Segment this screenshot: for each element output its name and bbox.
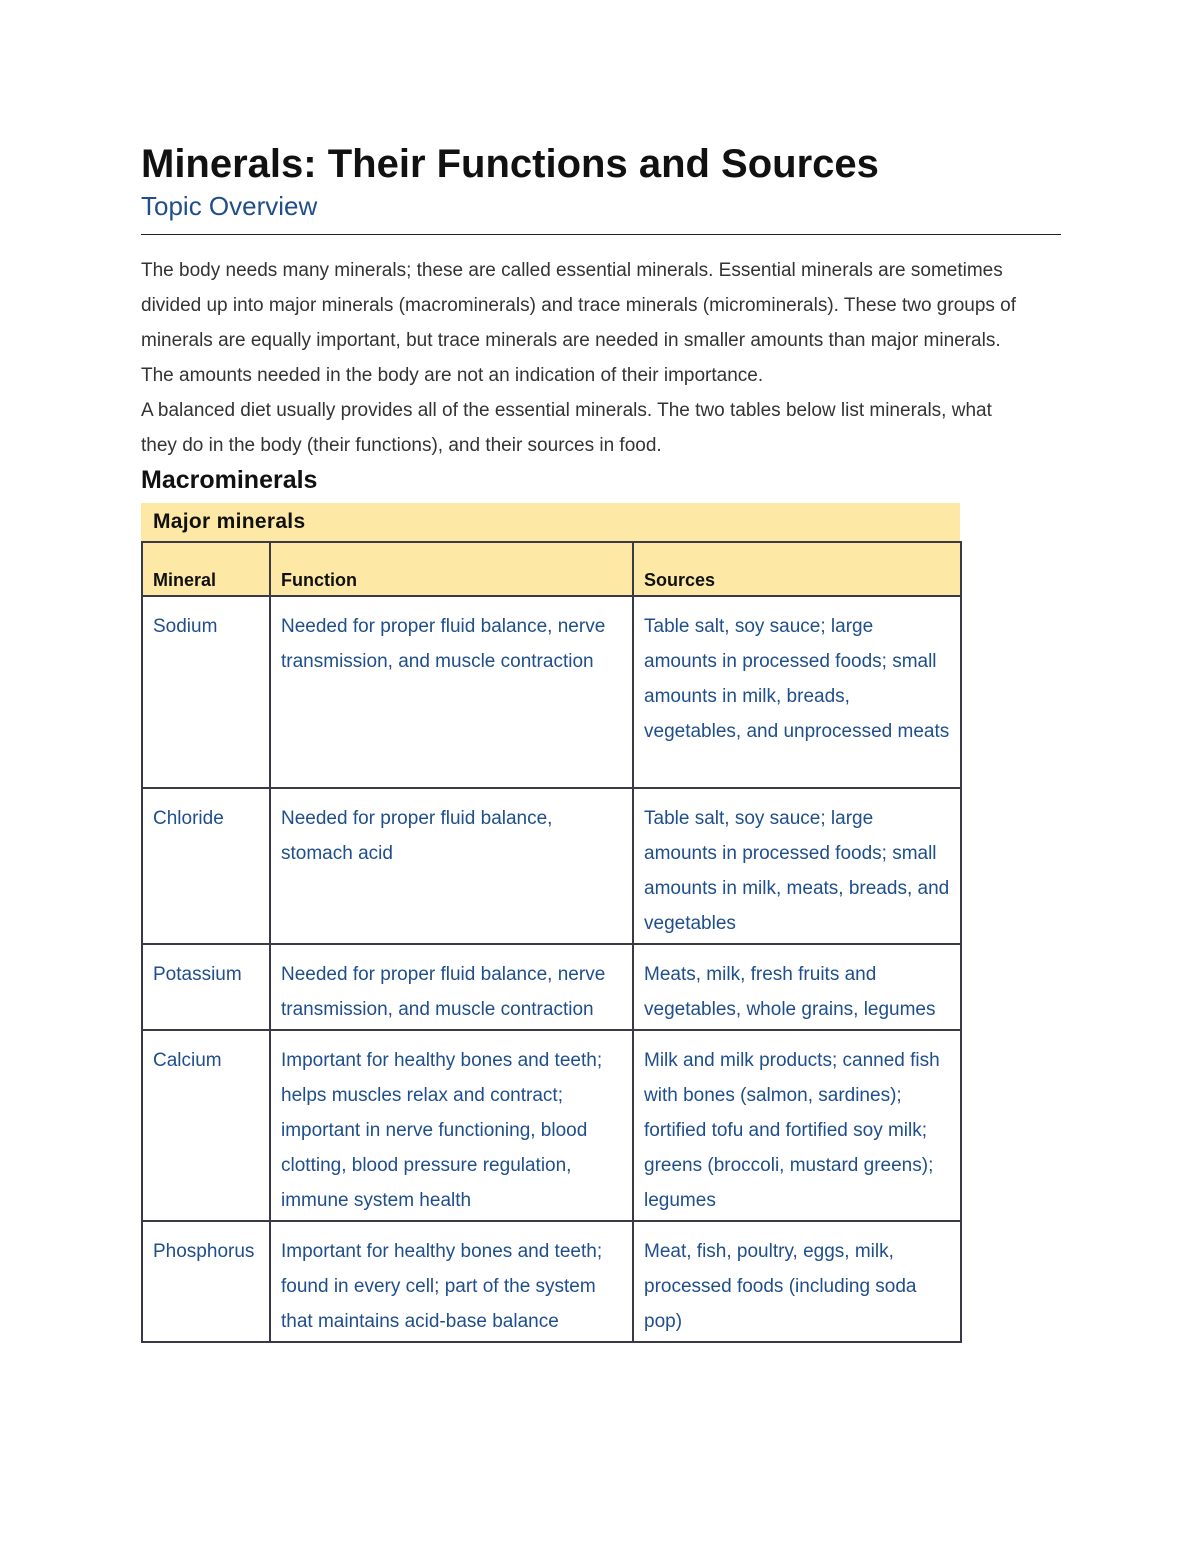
minerals-table (141, 541, 962, 1343)
intro-paragraph: The body needs many minerals; these are called essential minerals. Essential minerals are sometimes divided up into major minerals (macrominerals) and trace minerals (microminerals). These two groups of minerals are equally important, but trace minerals are needed in smaller amounts than major minerals. The amounts needed in the body are not an indication of their importance. (141, 260, 1017, 386)
sources-cell: Milk and milk products; canned fish with bones (salmon, sardines); fortified tofu and fortified soy milk; greens (broccoli, mustard greens); legumes (633, 1030, 961, 1221)
intro-text (141, 253, 1031, 463)
function-cell: Needed for proper fluid balance, nerve transmission, and muscle contraction (270, 596, 633, 788)
table-header-row (142, 542, 961, 596)
mineral-cell: Calcium (142, 1030, 270, 1221)
intro-paragraph: A balanced diet usually provides all of the essential minerals. The two tables below list minerals, what they do in the body (their functions), and their sources in food. (141, 400, 992, 456)
column-header-mineral: Mineral (142, 542, 270, 596)
function-cell: Needed for proper fluid balance, nerve transmission, and muscle contraction (270, 944, 633, 1030)
minerals-table-container (141, 503, 960, 1343)
sources-cell: Meat, fish, poultry, eggs, milk, processed foods (including soda pop) (633, 1221, 961, 1342)
table-row (142, 788, 961, 944)
mineral-cell: Potassium (142, 944, 270, 1030)
mineral-cell: Chloride (142, 788, 270, 944)
section-heading: Macrominerals (141, 466, 318, 494)
mineral-cell: Phosphorus (142, 1221, 270, 1342)
table-row (142, 1030, 961, 1221)
table-row (142, 596, 961, 788)
sources-cell: Table salt, soy sauce; large amounts in processed foods; small amounts in milk, breads, vegetables, and unprocessed meats (633, 596, 961, 788)
page-subtitle: Topic Overview (141, 191, 318, 221)
sources-cell: Meats, milk, fresh fruits and vegetables, whole grains, legumes (633, 944, 961, 1030)
page-title: Minerals: Their Functions and Sources (141, 142, 879, 186)
column-header-function: Function (270, 542, 633, 596)
function-cell: Needed for proper fluid balance, stomach acid (270, 788, 633, 944)
column-header-sources: Sources (633, 542, 961, 596)
table-caption: Major minerals (141, 503, 960, 541)
title-divider (141, 234, 1061, 235)
table-row (142, 1221, 961, 1342)
function-cell: Important for healthy bones and teeth; found in every cell; part of the system that maintains acid-base balance (270, 1221, 633, 1342)
mineral-cell: Sodium (142, 596, 270, 788)
function-cell: Important for healthy bones and teeth; helps muscles relax and contract; important in nerve functioning, blood clotting, blood pressure regulation, immune system health (270, 1030, 633, 1221)
document-page (141, 140, 1061, 1343)
table-row (142, 944, 961, 1030)
sources-cell: Table salt, soy sauce; large amounts in processed foods; small amounts in milk, meats, breads, and vegetables (633, 788, 961, 944)
